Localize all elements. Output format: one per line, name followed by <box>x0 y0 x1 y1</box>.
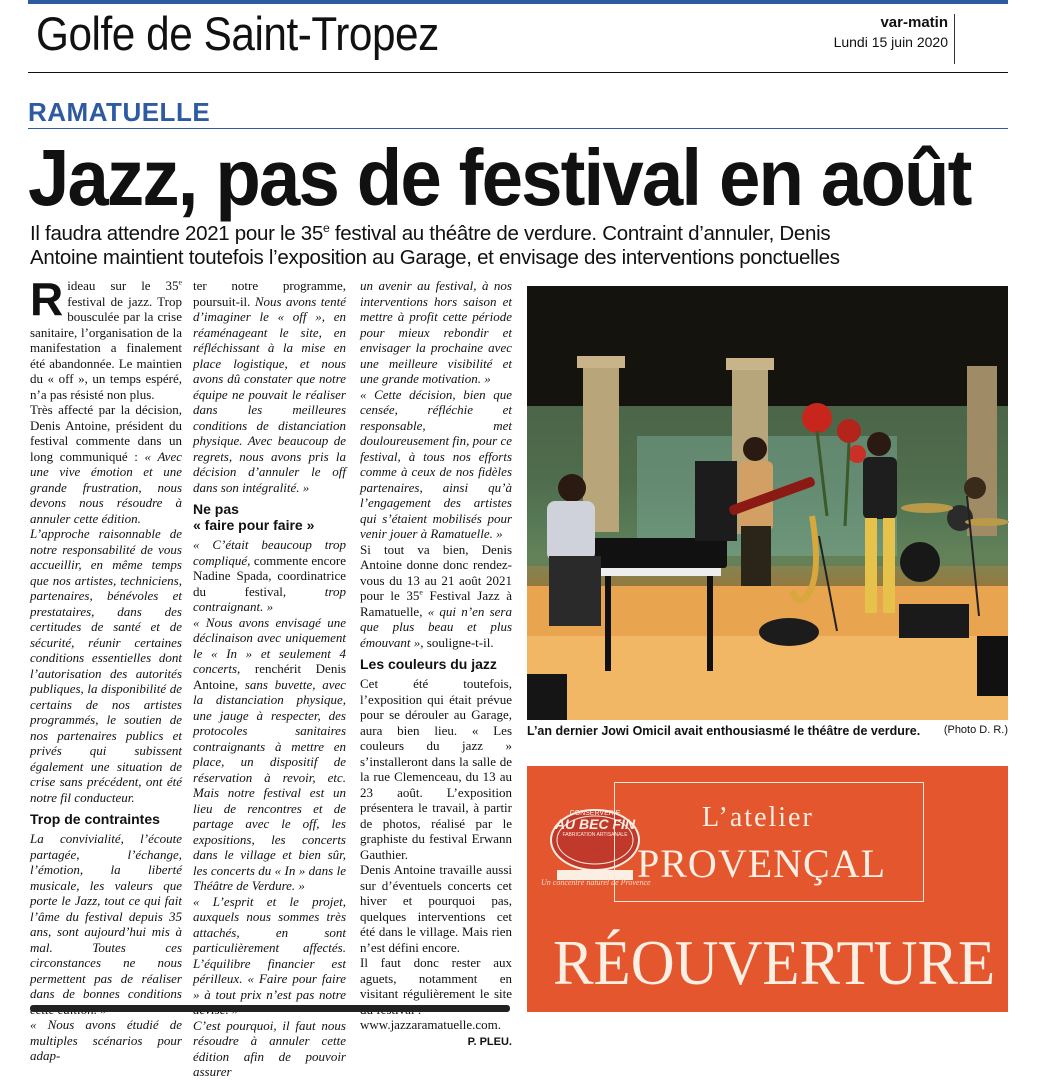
section-title: Golfe de Saint-Tropez <box>36 7 439 60</box>
subheading: Trop de contraintes <box>30 811 160 827</box>
paragraph: C’est pourquoi, il faut nous résoudre à annuler cette édition afin de pouvoir assurer <box>193 1017 346 1079</box>
advertisement[interactable] <box>527 766 1008 1012</box>
paragraph: « Nous avons étudié de multiples scénarios pour adap- <box>30 1017 182 1063</box>
subheading: Ne pas « faire pour faire » <box>193 501 315 533</box>
paragraph: « Cette décision, bien que censée, réfléchie et responsable, met douloureusement fin, pour ce festival, à tous nos efforts comme à ceux de nos fidèles partenaires, ainsi qu’à l’engagement des artistes qui s’étaient mobilisés pour venir jouer à Ramatuelle. » <box>360 386 512 541</box>
subheading: Les couleurs du jazz <box>360 656 497 672</box>
article-headline: Jazz, pas de festival en août <box>28 133 971 222</box>
paragraph: un avenir au festival, à nos interventions hors saison et mettre à profit cette période pour mieux rebondir et envisager la prochaine avec une meilleure visibilité et une grande motivation. » <box>360 278 512 386</box>
newspaper-name: var-matin <box>880 14 948 31</box>
photo-credit: (Photo D. R.) <box>943 724 1008 736</box>
header-rule <box>28 72 1008 73</box>
concert-photo-illustration <box>527 286 1008 720</box>
paragraph: « L’esprit et le projet, auxquels nous sommes très attachés, en sont particulièrement affectés. L’équilibre financier est périlleux. « Faire pour faire » à tout prix n’est pas notre <box>193 893 346 1002</box>
author-signature: P. PLEU. <box>467 1035 512 1048</box>
concert-photo <box>527 286 1008 720</box>
paragraph: Il faut donc rester aux aguets, notamment en visitant régulièrement le site <box>360 955 512 1001</box>
header-divider <box>954 14 955 64</box>
festival-link[interactable]: www.jazzaramatuelle.com. <box>360 1017 502 1032</box>
paragraph: « C’était beaucoup trop compliqué, commente encore Nadine Spada, coordinatrice du festival, trop contraignant. » <box>193 537 346 614</box>
logo-text: CONSERVERIE AU BEC FIN FABRICATION ARTISANALE GOLFE DE SAINT-TROPEZ <box>554 810 636 854</box>
paragraph: Très affecté par la décision, Denis Antoine, président du festival commente dans un long communiqué : « Avec une vive émotion et une grande frustration, nous devons nous résoudre à annuler cette édition. <box>30 402 182 526</box>
article-standfirst: Il faudra attendre 2021 pour le 35e festival au théâtre de verdure. Contraint d’annuler, Denis Antoine maintient toutefois l’exposition au Garage, et envisage des interventions ponctuelles <box>30 221 840 269</box>
paragraph: La convivialité, l’écoute partagée, l’échange, l’émotion, la liberté musicale, les valeurs que porte le Jazz, tout ce qui fait l’âme du festival depuis 35 ans, sont aujourd’hui mis à mal. Toutes ces circonstances ne nous permettent pas de réaliser dans de bonnes conditions <box>30 831 182 1001</box>
paragraph: ter notre programme, poursuit-il. Nous avons tenté d’imaginer le « off », en réaménageant le site, en réfléchissant à la mise en place logistique, et nous avons dû constater que notre équipe ne pouvait le réaliser dans les meilleures conditions de distanciation physique. Avec beaucoup de regrets, nous avons pris la décision d’annuler le off dans son intégralité. » <box>193 278 346 495</box>
paragraph: Rideau sur le 35e festival de jazz. Trop bousculée par la crise sanitaire, l’organisation de la manifestation a finalement été abandonnée. Le maintien du « off », un temps espéré, n’a pas résisté non plus. <box>30 273 182 402</box>
paragraph: Cet été toutefois, l’exposition qui était prévue pour se dérouler au Garage, aura bien lieu. « Les couleurs du jazz » s’installeront dans la salle de la rue Clemenceau, du 13 au 23 août. L’exposition présentera le travail, à partir de photos, réalisé par le graphiste du festival Erwann Gauthier. <box>360 676 512 862</box>
paragraph: Denis Antoine travaille aussi sur d’éventuels concerts cet hiver et pourquoi pas, quelques interventions cet été dans le village. Mais rien n’est défini encore. <box>360 862 512 955</box>
next-article-headline-cropped <box>30 1005 510 1012</box>
top-color-bar <box>28 0 1008 4</box>
article-column-2 <box>193 278 346 1080</box>
issue-date: Lundi 15 juin 2020 <box>833 34 948 50</box>
article-column-1 <box>30 273 182 1064</box>
ad-tagline: Un concentré naturel de Provence <box>541 878 651 887</box>
article-column-3 <box>360 278 512 1050</box>
drop-cap: R <box>30 273 64 325</box>
brand-name: PROVENÇAL <box>637 841 887 886</box>
kicker-location: RAMATUELLE <box>28 97 211 127</box>
ad-headline: RÉOUVERTURE <box>553 927 996 998</box>
paragraph: L’approche raisonnable de notre responsabilité de vous accueillir, en même temps que nos artistes, techniciens, partenaires, bénévoles et prestataires, dans des certitudes de santé et de sécurité, réunir certaines conditions essentielles dont l’autorisation des autorités publiques, la disponibilité de certains de nos artistes programmés, le soutien de nos partenaires publics et privés qui subissent également une situation de crise sans précédent, ont été notre fil conducteur. <box>30 526 182 805</box>
kicker-rule <box>28 128 1008 129</box>
brand-prefix: L’atelier <box>702 802 814 833</box>
photo-caption: L’an dernier Jowi Omicil avait enthousiasmé le théâtre de verdure. (Photo D. R.) <box>527 724 1008 738</box>
paragraph: Si tout va bien, Denis Antoine donne donc rendez-vous du 13 au 21 août 2021 pour le 35e Festival Jazz à Ramatuelle, « qui n’en sera que plus beau et plus émouvant », souligne-t-il. <box>360 541 512 650</box>
paragraph: « Nous avons envisagé une déclinaison avec uniquement le « In » et seulement 4 concerts, renchérit Denis Antoine, sans buvette, avec la distanciation physique, une jauge à respecter, des protocoles sanitaires contraignants à mettre en place, un dispositif de réservation à revoir, etc. Mais notre festival est un lieu de rencontres et de partage avec le off, les expositions, les concerts dans le village et bien sûr, les concerts du « In » dans le Théâtre de Verdure. » <box>193 614 346 893</box>
